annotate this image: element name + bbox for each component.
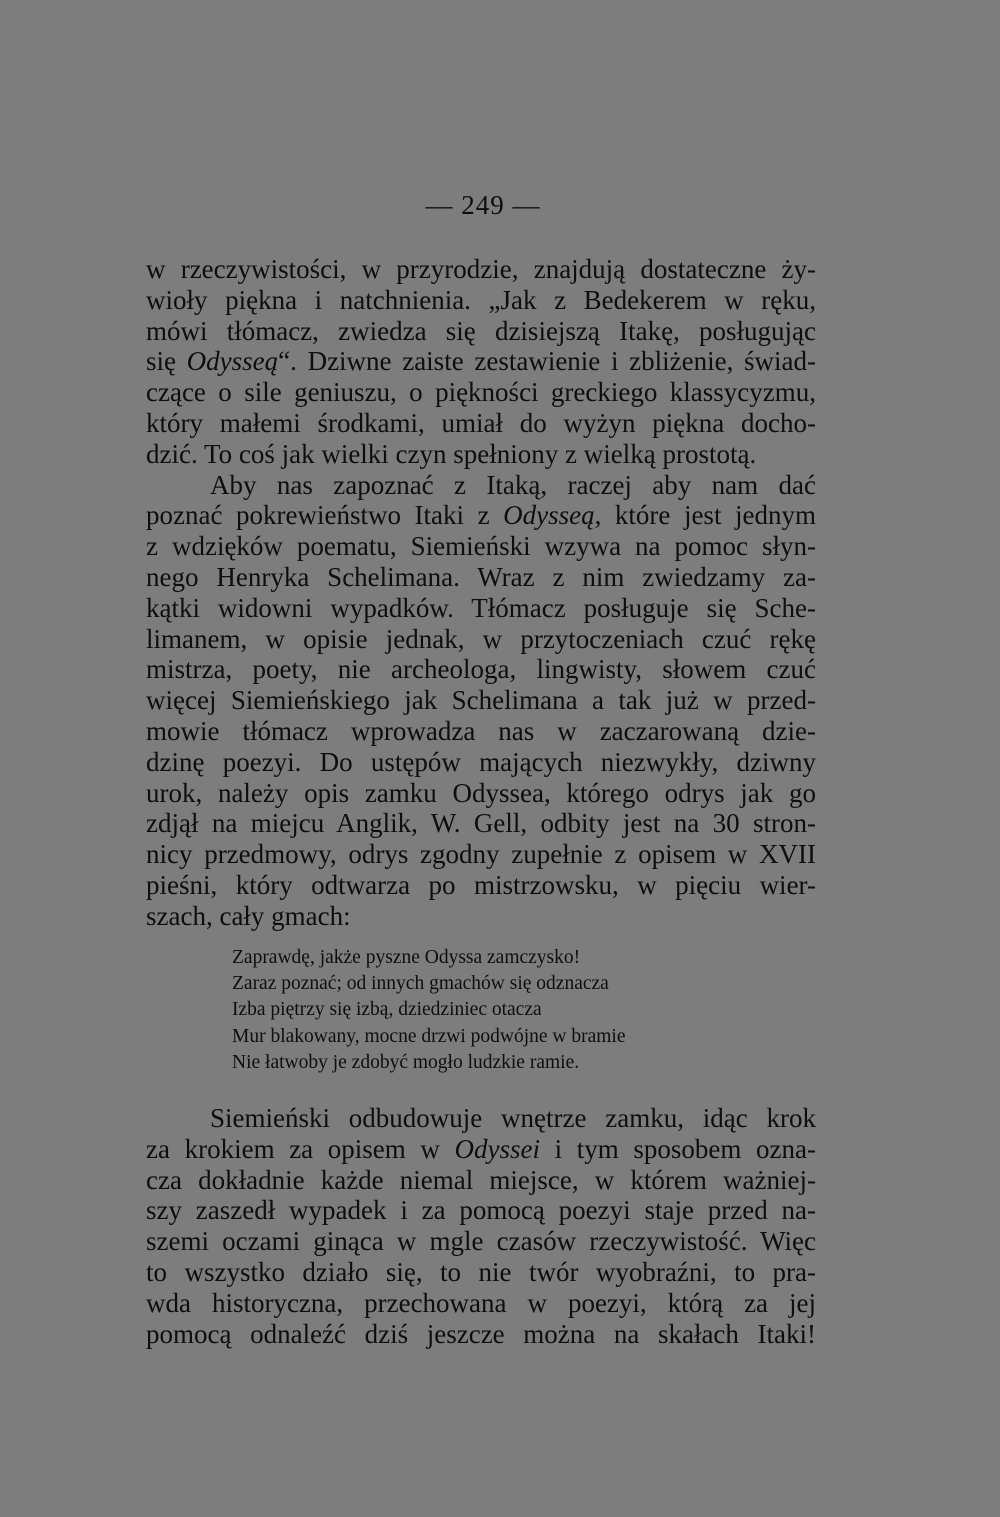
- verse-line: Mur blakowany, mocne drzwi podwójne w bramie: [232, 1025, 626, 1047]
- text-line: który małemi środkami, umiał do wyżyn piękna docho-: [146, 407, 816, 438]
- verse-quote: [232, 945, 626, 1076]
- text-line: się Odysseą“. Dziwne zaiste zestawienie i zbliżenie, świad-: [146, 346, 816, 377]
- text-line: dzinę poezyi. Do ustępów mających niezwykły, dziwny: [146, 746, 816, 777]
- text-line: pieśni, który odtwarza po mistrzowsku, w pięciu wier-: [146, 869, 816, 900]
- text-line: mistrza, poety, nie archeologa, lingwisty, słowem czuć: [146, 654, 816, 685]
- text-line: cza dokładnie każde niemal miejsce, w którem ważniej-: [146, 1164, 816, 1195]
- text-line: kątki widowni wypadków. Tłómacz posługuje się Sche-: [146, 592, 816, 623]
- text-line: poznać pokrewieństwo Itaki z Odysseą, które jest jednym: [146, 500, 816, 531]
- text-line: mówi tłómacz, zwiedza się dzisiejszą Itakę, posługując: [146, 315, 816, 346]
- text-line: pomocą odnaleźć dziś jeszcze można na skałach Itaki!: [146, 1318, 816, 1349]
- verse-line: Zaprawdę, jakże pyszne Odyssa zamczysko!: [232, 947, 581, 968]
- verse-line: Izba piętrzy się izbą, dziedziniec otacza: [232, 999, 542, 1021]
- text-line: z wdzięków poematu, Siemieński wzywa na pomoc słyn-: [146, 531, 816, 562]
- text-line: nego Henryka Schelimana. Wraz z nim zwiedzamy za-: [146, 561, 816, 592]
- text-line: to wszystko działo się, to nie twór wyobraźni, to pra-: [146, 1256, 816, 1287]
- text-line: szach, cały gmach:: [146, 900, 351, 931]
- paragraph-1: [146, 254, 816, 932]
- paragraph-2: [146, 1103, 816, 1349]
- text-line: nicy przedmowy, odrys zgodny zupełnie z opisem w XVII: [146, 839, 816, 870]
- text-line: Aby nas zapoznać z Itaką, raczej aby nam dać: [210, 469, 816, 500]
- verse-line: Nie łatwoby je zdobyć mogło ludzkie ramie.: [232, 1051, 580, 1073]
- text-line: wioły piękna i natchnienia. „Jak z Bedekerem w ręku,: [146, 284, 816, 315]
- text-line: wda historyczna, przechowana w poezyi, którą za jej: [146, 1287, 816, 1318]
- page-number: — 249 —: [425, 190, 541, 220]
- verse-line: Zaraz poznać; od innych gmachów się odznacza: [232, 973, 609, 995]
- text-line: więcej Siemieńskiego jak Schelimana a tak już w przed-: [146, 685, 816, 716]
- text-line: szy zaszedł wypadek i za pomocą poezyi staje przed na-: [146, 1195, 816, 1226]
- text-line: mowie tłómacz wprowadza nas w zaczarowaną dzie-: [146, 715, 816, 746]
- text-line: za krokiem za opisem w Odyssei i tym sposobem ozna-: [146, 1133, 817, 1164]
- text-line: zdjął na miejcu Anglik, W. Gell, odbity jest na 30 stron-: [146, 808, 816, 839]
- text-line: urok, należy opis zamku Odyssea, którego odrys jak go: [146, 777, 816, 808]
- text-line: limanem, w opisie jednak, w przytoczeniach czuć rękę: [146, 623, 816, 654]
- text-line: Siemieński odbudowuje wnętrze zamku, idąc krok: [210, 1103, 816, 1133]
- text-line: w rzeczywistości, w przyrodzie, znajdują dostateczne ży-: [146, 254, 816, 284]
- text-line: szemi oczami ginąca w mgle czasów rzeczywistość. Więc: [146, 1226, 816, 1257]
- text-line: czące o sile geniuszu, o piękności greckiego klassycyzmu,: [146, 377, 816, 408]
- text-line: dzić. To coś jak wielki czyn spełniony z wielką prostotą.: [146, 438, 757, 469]
